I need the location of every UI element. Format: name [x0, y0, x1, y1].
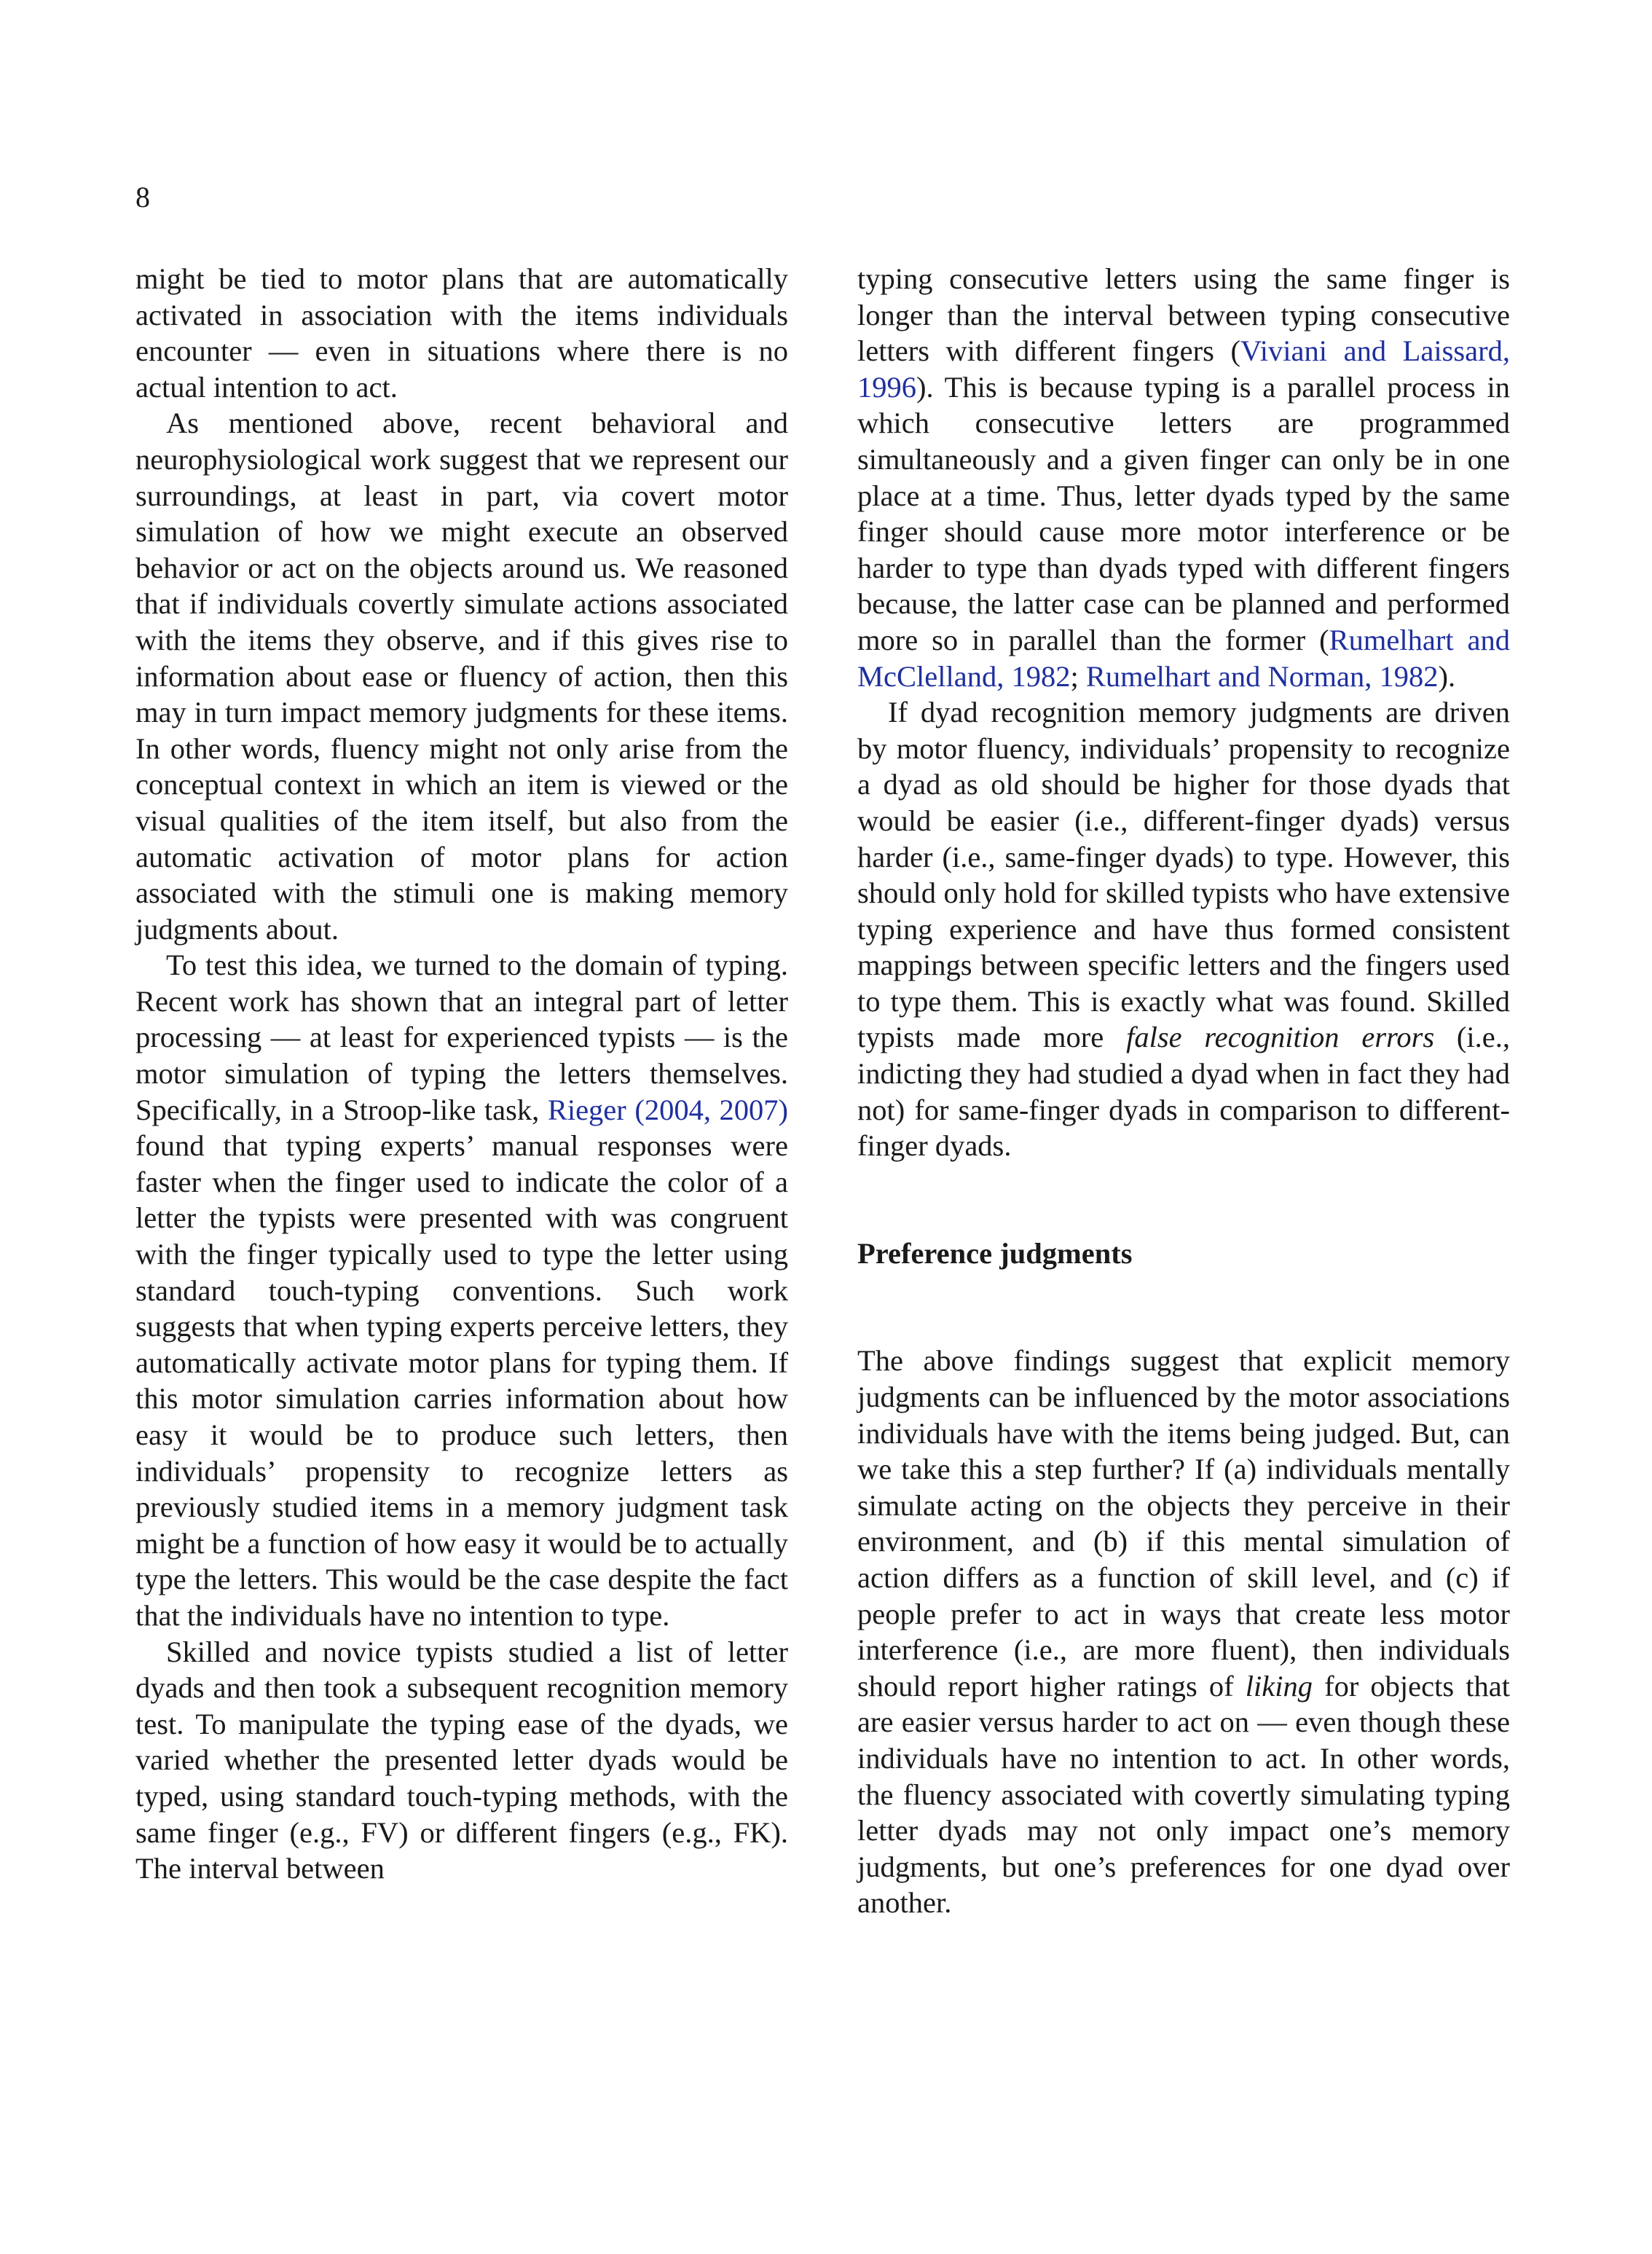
paragraph-text: ).	[1438, 659, 1456, 693]
paragraph-text: might be tied to motor plans that are automatically activated in association with the items individuals encounter — even in situations where there is no actual intention to act.	[135, 262, 788, 404]
paragraph	[135, 261, 788, 405]
right-column	[857, 261, 1510, 1921]
section-heading: Preference judgments	[857, 1236, 1133, 1270]
paragraph	[135, 1634, 788, 1887]
paragraph	[135, 405, 788, 947]
paragraph-text: As mentioned above, recent behavioral and neurophysiological work suggest that we represent our surroundings, at least in part, via covert motor simulation of how we might execute an observed behavior or act on the objects around us. We reasoned that if individuals covertly simulate actions associated with the items they observe, and if this gives rise to information about ease or fluency of action, then this may in turn impact memory judgments for these items. In other words, fluency might not only arise from the conceptual context in which an item is viewed or the visual qualities of the item itself, but also from the automatic activation of motor plans for action associated with the stimuli one is making memory judgments about.	[135, 407, 788, 946]
emphasis-text: liking	[1245, 1669, 1313, 1703]
emphasis-text: false recognition errors	[1126, 1021, 1435, 1054]
paragraph-text: for objects that are easier versus harder to act on — even though these individuals have no intention to act. In other words, the fluency associated with covertly simulating typing letter dyads may not only impact one’s memory judgments, but one’s preferences for one dyad over another.	[857, 1669, 1510, 1920]
page-number: 8	[135, 181, 150, 213]
paragraph-text: The above findings suggest that explicit memory judgments can be influenced by the motor associations individuals have with the items being judged. But, can we take this a step further? If (a) individuals mentally simulate acting on the objects they perceive in their environment, and (b) if this mental simulation of action differs as a function of skill level, and (c) if people prefer to act in ways that create less motor interference (i.e., are more fluent), then individuals should report higher ratings of	[857, 1344, 1510, 1703]
paragraph-text: found that typing experts’ manual responses were faster when the finger used to indicate the color of a letter the typists were presented with was congruent with the finger typically used to type the letter using standard touch-typing conventions. Such work suggests that when typing experts perceive letters, they automatically activate motor plans for typing them. If this motor simulation carries information about how easy it would be to produce such letters, then individuals’ propensity to recognize letters as previously studied items in a memory judgment task might be a function of how easy it would be to actually type the letters. This would be the case despite the fact that the individuals have no intention to type.	[135, 1129, 788, 1632]
citation-link-rumelhart-norman[interactable]: Rumelhart and Norman, 1982	[1085, 659, 1439, 693]
citation-link-rieger[interactable]: Rieger (2004, 2007)	[547, 1093, 788, 1126]
citation-link-viviani[interactable]: Viviani and Laissard, 1996	[857, 334, 1511, 404]
left-column	[135, 261, 788, 1887]
paragraph-text: (i.e., indicting they had studied a dyad when in fact they had not) for same-finger dyads in comparison to different-finger dyads.	[857, 1021, 1511, 1163]
paragraph-text: ). This is because typing is a parallel process in which consecutive letters are programmed simultaneously and a given finger can only be in one place at a time. Thus, letter dyads typed by the same finger should cause more motor interference or be harder to type than dyads typed with different fingers because, the latter case can be planned and performed more so in parallel than the former (	[857, 370, 1510, 656]
paragraph	[135, 947, 788, 1633]
citation-link-rumelhart-mcclelland[interactable]: Rumelhart and McClelland, 1982	[857, 623, 1511, 693]
paragraph-text: If dyad recognition memory judgments are driven by motor fluency, individuals’ propensity to recognize a dyad as old should be higher for those dyads that would be easier (i.e., different-finger dyads) versus harder (i.e., same-finger dyads) to type. However, this should only hold for skilled typists who have extensive typing experience and have thus formed consistent mappings between specific letters and the fingers used to type them. This is exactly what was found. Skilled typists made more	[857, 696, 1510, 1054]
paragraph	[857, 1343, 1510, 1921]
paragraph-text: To test this idea, we turned to the domain of typing. Recent work has shown that an integral part of letter processing — at least for experienced typists — is the motor simulation of typing the letters themselves. Specifically, in a Stroop-like task,	[135, 949, 788, 1126]
paragraph	[857, 694, 1510, 1164]
paragraph	[857, 261, 1510, 694]
paragraph-text: typing consecutive letters using the same finger is longer than the interval between typing consecutive letters with different fingers (	[857, 262, 1510, 368]
paragraph-text: Skilled and novice typists studied a list of letter dyads and then took a subsequent recognition memory test. To manipulate the typing ease of the dyads, we varied whether the presented letter dyads would be typed, using standard touch-typing methods, with the same finger (e.g., FV) or different fingers (e.g., FK). The interval between	[135, 1635, 788, 1885]
citation-separator: ;	[1070, 659, 1086, 693]
